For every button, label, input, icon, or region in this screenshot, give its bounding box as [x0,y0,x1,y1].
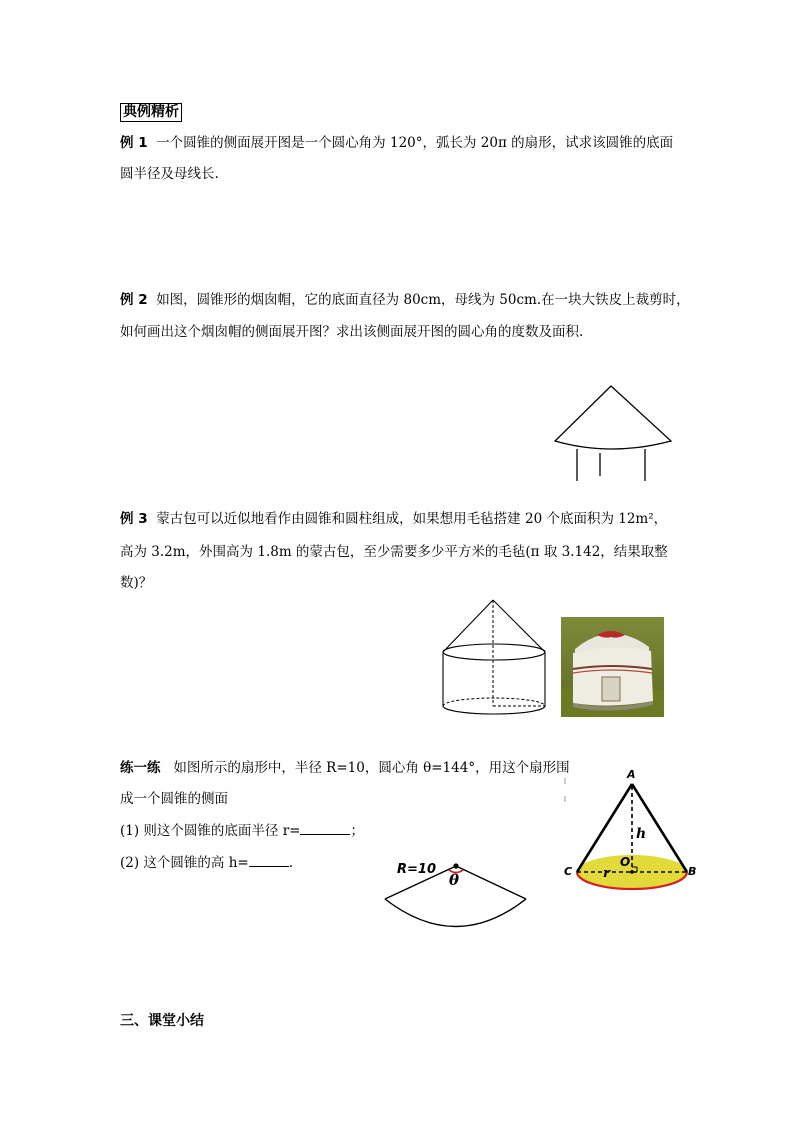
practice-text-1: 如图所示的扇形中，半径 R=10，圆心角 θ=144°，用这个扇形围 [173,760,570,776]
cone-center-label: O [620,855,631,869]
example-1-line-1 [120,133,673,153]
example-3-text-1: 蒙古包可以近似地看作由圆锥和圆柱组成，如果想用毛毡搭建 20 个底面积为 12m²， [156,511,668,527]
sector-angle-label: θ [449,871,460,889]
example-3-line-1 [120,509,667,529]
example-2-line-1 [120,290,690,310]
yurt-photo [561,617,664,717]
sector-radius-label: R=10 [397,862,436,877]
practice-question-1 [120,820,364,841]
summary-title: 三、课堂小结 [120,1013,204,1029]
cone-figure [562,772,702,896]
question-2-answer-blank[interactable] [249,852,289,867]
example-2-line-2: 如何画出这个烟囱帽的侧面展开图？求出该侧面展开图的圆心角的度数及面积. [120,324,584,340]
practice-question-2 [120,852,293,873]
question-2-end: . [288,855,294,871]
example-1-label: 例 1 [120,135,148,151]
cone-height-label: h [636,826,647,842]
yurt-diagram [440,598,550,720]
practice-line-1 [120,758,570,778]
question-1-end: ； [350,823,364,839]
practice-line-2: 成一个圆锥的侧面 [120,791,228,807]
chimney-cap-figure [550,385,680,485]
cone-radius-label: r [603,866,610,881]
example-1-line-2: 圆半径及母线长. [120,166,219,182]
cone-left-label: C [564,865,573,878]
example-3-label: 例 3 [120,511,148,527]
example-3-line-2: 高为 3.2m，外围高为 1.8m 的蒙古包，至少需要多少平方米的毛毡(π 取 3.142，结果取整 [120,544,668,560]
question-1-answer-blank[interactable] [300,820,350,835]
question-1-text: (1) 则这个圆锥的底面半径 r= [120,823,301,839]
section-title: 典例精析 [120,103,182,122]
example-2-text-1: 如图，圆锥形的烟囱帽，它的底面直径为 80cm，母线为 50cm.在一块大铁皮上裁剪时， [156,292,690,308]
example-1-text-1: 一个圆锥的侧面展开图是一个圆心角为 120°，弧长为 20π 的扇形，试求该圆锥的底面 [156,135,674,151]
example-3-line-3: 数)？ [120,575,153,591]
practice-label: 练一练 [120,760,161,776]
cone-apex-label: A [627,768,636,781]
example-2-label: 例 2 [120,292,148,308]
cone-right-label: B [688,865,697,878]
question-2-text: (2) 这个圆锥的高 h= [120,855,249,871]
